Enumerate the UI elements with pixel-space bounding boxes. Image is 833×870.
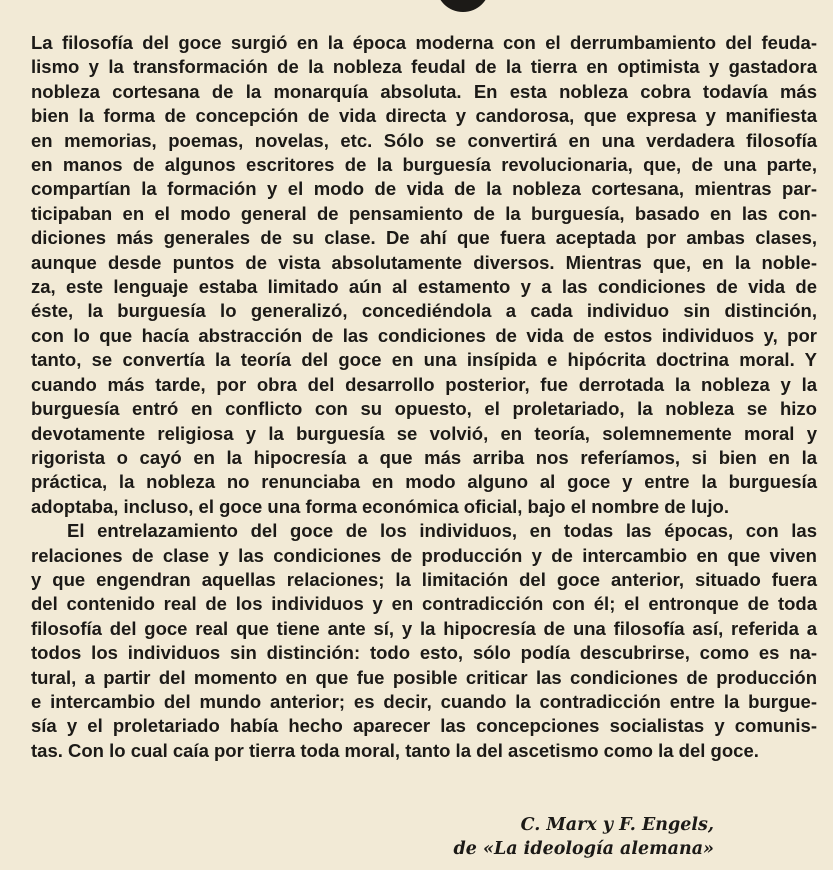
text-line: en memorias, poemas, novelas, etc. Sólo se convertirá en una verdadera filosofía — [31, 129, 817, 151]
text-line: lismo y la transformación de la nobleza feudal de la tierra en optimista y gastadora — [31, 56, 817, 78]
attribution-source: de «La ideología alemana» — [453, 839, 714, 859]
text-line: La filosofía del goce surgió en la época moderna con el derrumbamiento del feuda- — [31, 32, 817, 53]
paragraph-1 — [31, 31, 817, 519]
text-line: tural, a partir del momento en que fue posible criticar las condiciones de producción — [31, 666, 817, 688]
attribution-authors: C. Marx y F. Engels, — [520, 815, 714, 835]
text-line: adoptaba, incluso, el goce una forma económica oficial, bajo el nombre de lujo. — [31, 495, 729, 517]
text-line: tanto, se convertía la teoría del goce en una insípida e hipócrita doctrina moral. Y — [31, 349, 817, 371]
text-line: y que engendran aquellas relaciones; la limitación del goce anterior, situado fuera — [31, 568, 817, 590]
text-line: bien la forma de concepción de vida directa y candorosa, que expresa y manifiesta — [31, 105, 817, 127]
text-line: compartían la formación y el modo de vida de la nobleza cortesana, mientras par- — [31, 178, 817, 200]
text-line: relaciones de clase y las condiciones de producción y de intercambio en que viven — [31, 544, 817, 566]
text-line: devotamente religiosa y la burguesía se volvió, en teoría, solemnemente moral y — [31, 422, 817, 444]
attribution — [454, 813, 714, 861]
text-line: sía y el proletariado había hecho aparecer las concepciones socialistas y comunis- — [31, 715, 817, 737]
decorative-ornament — [436, 0, 490, 12]
text-line: tas. Con lo cual caía por tierra toda moral, tanto la del ascetismo como la del goce. — [31, 739, 759, 761]
text-line: todos los individuos sin distinción: todo esto, sólo podía descubrirse, como es na- — [31, 642, 817, 664]
quote-text — [31, 31, 817, 763]
text-line: El entrelazamiento del goce de los individuos, en todas las épocas, con las — [67, 520, 817, 542]
text-line: e intercambio del mundo anterior; es decir, cuando la contradicción entre la burgue- — [31, 690, 817, 712]
text-line: con lo que hacía abstracción de las condiciones de vida de estos individuos y, por — [31, 324, 817, 346]
text-line: éste, la burguesía lo generalizó, concediéndola a cada individuo sin distinción, — [31, 300, 817, 322]
text-line: en manos de algunos escritores de la burguesía revolucionaria, que, de una parte, — [31, 154, 817, 176]
text-line: ticipaban en el modo general de pensamiento de la burguesía, basado en las con- — [31, 202, 817, 224]
text-line: cuando más tarde, por obra del desarrollo posterior, fue derrotada la nobleza y la — [31, 373, 817, 395]
text-line: del contenido real de los individuos y en contradicción con él; el entronque de toda — [31, 593, 817, 615]
text-line: filosofía del goce real que tiene ante sí, y la hipocresía de una filosofía así, referida a — [31, 617, 817, 639]
text-line: aunque desde puntos de vista absolutamente diversos. Mientras que, en la noble- — [31, 251, 817, 273]
text-line: za, este lenguaje estaba limitado aún al estamento y a las condiciones de vida de — [31, 276, 817, 298]
paragraph-2 — [31, 519, 817, 763]
text-line: nobleza cortesana de la monarquía absoluta. En esta nobleza cobra todavía más — [31, 80, 817, 102]
text-line: práctica, la nobleza no renunciaba en modo alguno al goce y entre la burguesía — [31, 471, 817, 493]
text-line: diciones más generales de su clase. De ahí que fuera aceptada por ambas clases, — [31, 227, 817, 249]
text-line: burguesía entró en conflicto con su opuesto, el proletariado, la nobleza se hizo — [31, 398, 817, 420]
text-line: rigorista o cayó en la hipocresía a que más arriba nos referíamos, si bien en la — [31, 446, 817, 468]
